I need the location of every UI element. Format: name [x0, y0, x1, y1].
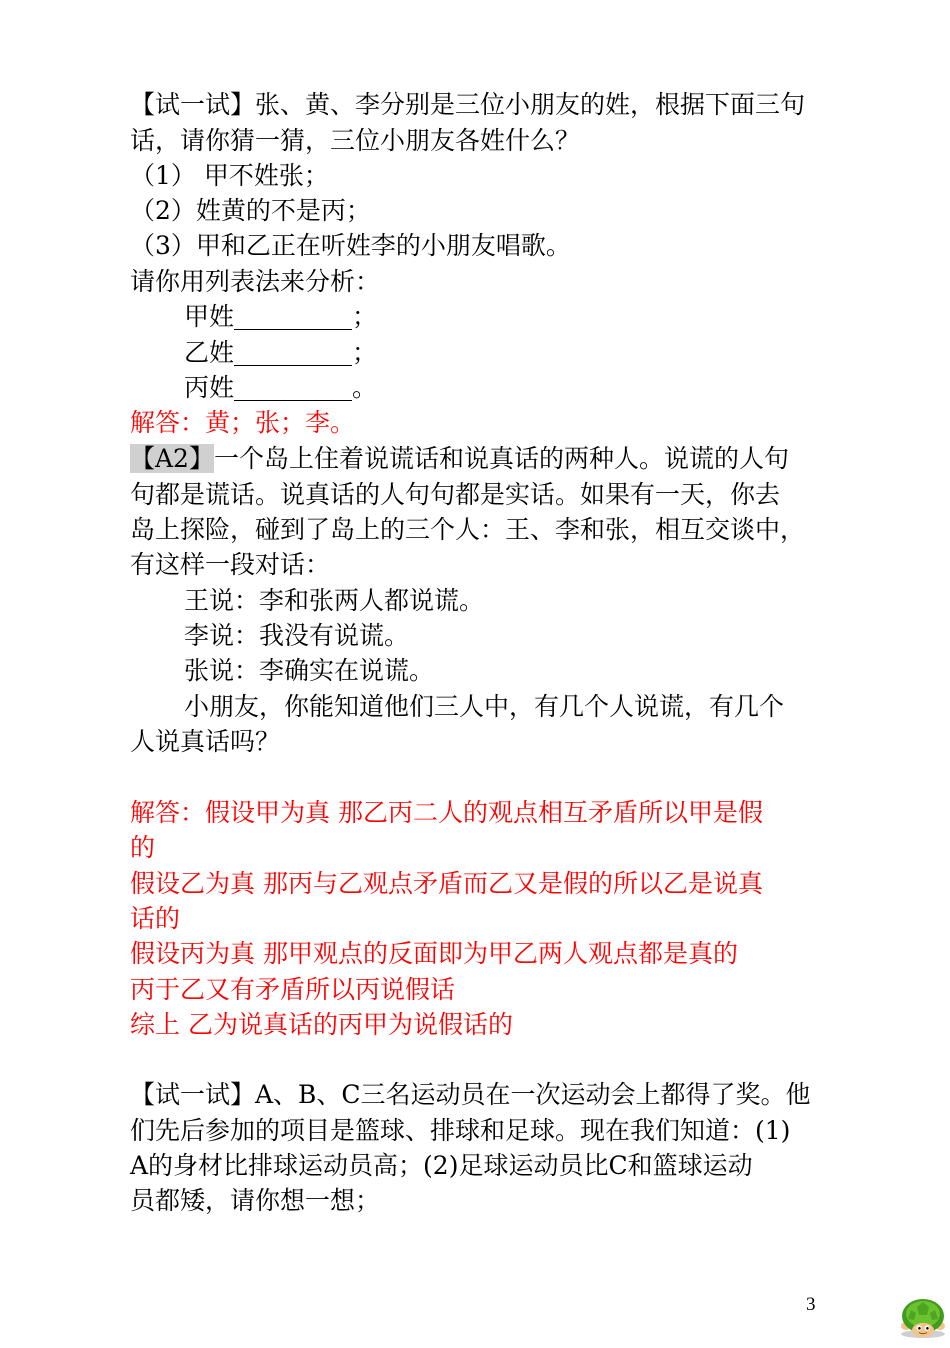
trial2-line-1: 【试一试】A、B、C三名运动员在一次运动会上都得了奖。他 [130, 1080, 811, 1109]
trial1-line-1: 【试一试】张、黄、李分别是三位小朋友的姓，根据下面三句 [130, 90, 806, 119]
condition-1: （1） 甲不姓张； [130, 161, 329, 190]
dialog-li: 李说：我没有说谎。 [184, 621, 410, 650]
trial2-line-2: 们先后参加的项目是篮球、排球和足球。现在我们知道：(1) [130, 1116, 791, 1145]
turtle-logo-icon [896, 1290, 950, 1340]
fill-blank[interactable] [234, 338, 352, 366]
answer-2-line-7: 综上 乙为说真话的丙甲为说假话的 [130, 1010, 513, 1039]
answer-1: 解答：黄；张；李。 [130, 408, 356, 437]
dialog-zhang: 张说：李确实在说谎。 [184, 656, 435, 685]
fill-blank[interactable] [234, 302, 352, 330]
answer-2-line-4: 话的 [130, 904, 181, 933]
page-number: 3 [806, 1294, 816, 1315]
dialog-wang: 王说：李和张两人都说谎。 [184, 586, 485, 615]
fill-blank[interactable] [234, 373, 352, 401]
answer-2-line-6: 丙于乙又有矛盾所以丙说假话 [130, 975, 456, 1004]
answer-2-line-3: 假设乙为真 那丙与乙观点矛盾而乙又是假的所以乙是说真 [130, 869, 763, 898]
answer-2-line-1: 解答：假设甲为真 那乙丙二人的观点相互矛盾所以甲是假 [130, 798, 763, 827]
a2-line-1 [130, 441, 830, 477]
fill-label: 甲姓 [184, 302, 235, 331]
answer-2-line-2: 的 [130, 833, 156, 862]
fill-row-bing [184, 370, 884, 406]
answer-2-line-5: 假设丙为真 那甲观点的反面即为甲乙两人观点都是真的 [130, 939, 738, 968]
a2-line-3: 岛上探险，碰到了岛上的三个人：王、李和张，相互交谈中， [130, 515, 806, 544]
fill-end: ； [352, 338, 378, 367]
a2-line-2: 句都是谎话。说真话的人句句都是实话。如果有一天，你去 [130, 480, 781, 509]
fill-end: ； [352, 302, 378, 331]
trial2-line-4: 员都矮，请你想一想； [130, 1186, 381, 1215]
fill-label: 乙姓 [184, 338, 235, 367]
fill-row-yi [184, 335, 884, 371]
question-line-2: 人说真话吗？ [130, 727, 281, 756]
condition-3: （3）甲和乙正在听姓李的小朋友唱歌。 [130, 231, 571, 260]
question-line-1: 小朋友，你能知道他们三人中，有几个人说谎，有几个 [184, 692, 785, 721]
analysis-prompt: 请你用列表法来分析： [130, 267, 381, 296]
trial2-line-3: A的身材比排球运动员高；(2)足球运动员比C和篮球运动 [130, 1151, 753, 1180]
fill-label: 丙姓 [184, 373, 235, 402]
fill-row-jia [184, 299, 884, 335]
a2-line-4: 有这样一段对话： [130, 550, 331, 579]
a2-text: 一个岛上住着说谎话和说真话的两种人。说谎的人句 [213, 444, 789, 473]
fill-end: 。 [352, 373, 378, 402]
condition-2: （2）姓黄的不是丙； [130, 196, 371, 225]
trial1-line-2: 话，请你猜一猜，三位小朋友各姓什么？ [130, 126, 581, 155]
a2-tag: 【A2】 [130, 444, 214, 473]
